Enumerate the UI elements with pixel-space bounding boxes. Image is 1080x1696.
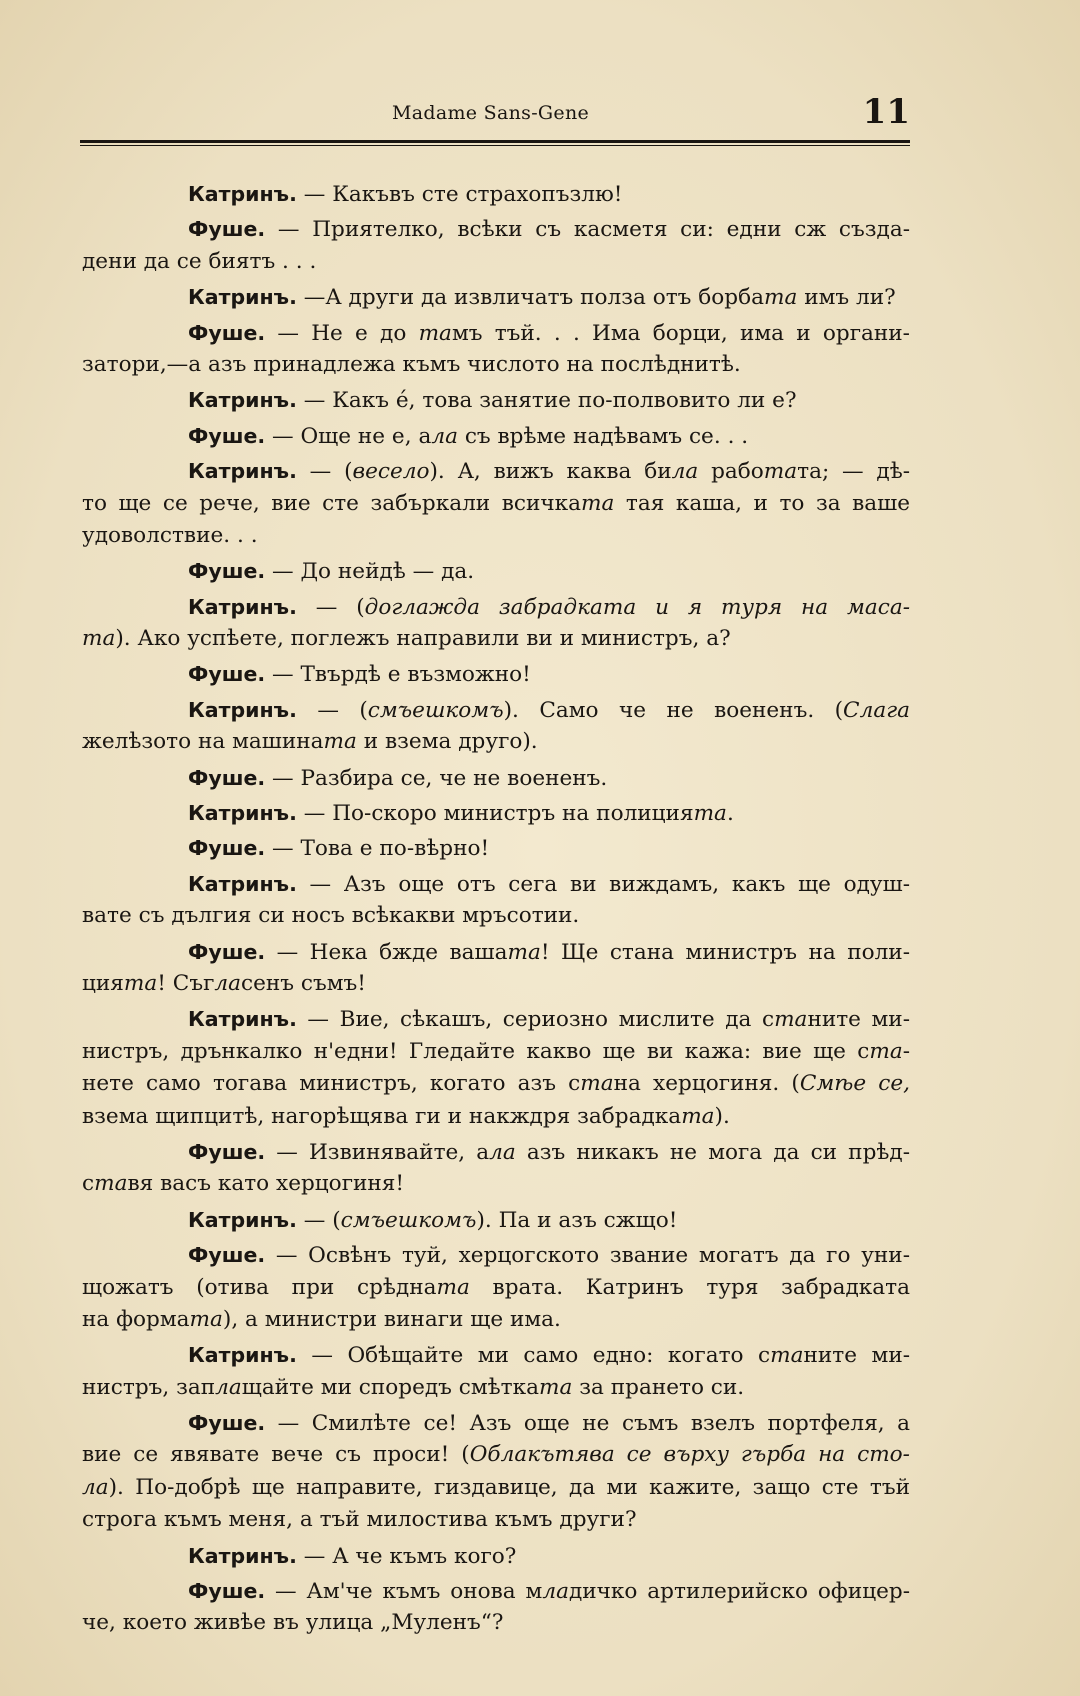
text-line (82, 1101, 910, 1133)
dialogue-text: нистръ, дрънкалко н'едни! Гледайте какво ще ви кажа: вие ще ста- (82, 1038, 910, 1064)
speaker-name: Катринъ. (188, 285, 297, 310)
dialogue-paragraph (82, 658, 910, 690)
speaker-name: Катринъ. (188, 801, 297, 826)
text-line (82, 868, 910, 900)
speaker-name: Катринъ. (188, 459, 297, 484)
text-line (82, 349, 910, 381)
text-line (82, 726, 910, 758)
speaker-name: Катринъ. (188, 1343, 297, 1368)
text-line (82, 455, 910, 487)
dialogue-text: — (доглажда забрадката и я туря на маса- (296, 594, 911, 620)
text-line (82, 1239, 910, 1271)
dialogue-text: — (смъешкомъ). Па и азъ сжщо! (296, 1207, 678, 1233)
dialogue-text: — А че къмъ кого? (296, 1543, 517, 1569)
dialogue-paragraph (82, 1339, 910, 1404)
dialogue-text: — Азъ още отъ сега ви виждамъ, какъ ще одуш- (296, 871, 910, 897)
dialogue-text: нистръ, заплащайте ми споредъ смѣтката за прането си. (82, 1374, 745, 1400)
text-line (82, 900, 910, 932)
text-line (82, 1575, 910, 1607)
text-line (82, 1472, 910, 1504)
dialogue-text: вате съ дългия си носъ всѣкакви мръсотии. (82, 903, 580, 929)
speaker-name: Фуше. (188, 1579, 266, 1604)
dialogue-paragraph (82, 420, 910, 452)
text-line (82, 1607, 910, 1639)
header-rule-thin (80, 145, 910, 146)
text-line (82, 384, 910, 416)
text-line (82, 1204, 910, 1236)
dialogue-text: вие се явявате вече съ проси! (Облакътява се върху гърба на сто- (82, 1442, 910, 1468)
speaker-name: Катринъ. (188, 182, 297, 206)
text-line (82, 1068, 910, 1100)
dialogue-text: ставя васъ като херцогиня! (82, 1171, 405, 1197)
speaker-name: Фуше. (188, 765, 266, 790)
running-title: Madame Sans-Gene (392, 102, 590, 124)
dialogue-text: нете само тогава министръ, когато азъ стана херцогиня. (Смѣе се, (82, 1071, 910, 1097)
dialogue-paragraph (82, 1575, 910, 1640)
dialogue-paragraph (82, 1204, 910, 1236)
dialogue-paragraph (82, 1003, 910, 1133)
dialogue-text: — Освѣнъ туй, херцогското звание могатъ да го уни- (265, 1243, 910, 1269)
text-line (82, 281, 910, 313)
text-line (82, 591, 910, 623)
dialogue-paragraph (82, 797, 910, 829)
speaker-name: Фуше. (188, 423, 266, 448)
dialogue-paragraph (82, 555, 910, 587)
dialogue-paragraph (82, 936, 910, 1001)
text-line (82, 1304, 910, 1336)
dialogue-text: — Приятелко, всѣки съ касметя си: едни сж създа- (265, 217, 910, 243)
text-line (82, 1407, 910, 1439)
dialogue-text: — Какъвъ сте страхопъзлю! (296, 182, 623, 207)
text-line (82, 213, 910, 245)
speaker-name: Фуше. (188, 1243, 266, 1268)
speaker-name: Катринъ. (188, 388, 297, 413)
dialogue-text: взема щипцитѣ, нагорѣщява ги и накждря забрадката). (82, 1103, 730, 1129)
speaker-name: Фуше. (188, 836, 266, 861)
speaker-name: Фуше. (188, 320, 266, 345)
dialogue-text: — По-скоро министръ на полицията. (296, 801, 734, 827)
text-line (82, 1168, 910, 1200)
speaker-name: Фуше. (188, 662, 266, 687)
text-line (82, 1136, 910, 1168)
dialogue-paragraph (82, 281, 910, 313)
dialogue-text: щожатъ (отива при срѣдната врата. Катринъ туря забрадката (82, 1274, 910, 1300)
speaker-name: Катринъ. (188, 1543, 297, 1568)
text-body (82, 178, 910, 1643)
dialogue-paragraph (82, 384, 910, 416)
page-header (80, 92, 910, 136)
text-line (82, 762, 910, 794)
dialogue-text: затори,—а азъ принадлежа къмъ числото на послѣднитѣ. (82, 351, 741, 377)
dialogue-text: — Ам'че къмъ онова младичко артилерийско офицер- (265, 1579, 911, 1605)
header-rule (80, 140, 910, 143)
text-line (82, 936, 910, 968)
dialogue-paragraph (82, 868, 910, 933)
dialogue-paragraph (82, 1136, 910, 1201)
text-line (82, 694, 910, 726)
text-line (82, 1540, 910, 1572)
dialogue-text: то ще се рече, вие сте забъркали всичката тая каша, и то за ваше (82, 490, 911, 516)
text-line (82, 832, 910, 864)
text-line (82, 488, 910, 520)
dialogue-paragraph (82, 762, 910, 794)
dialogue-text: — (смъешкомъ). Само че не воененъ. (Слага (296, 697, 910, 723)
text-line (82, 1339, 910, 1371)
dialogue-paragraph (82, 455, 910, 552)
speaker-name: Фуше. (188, 1411, 266, 1436)
text-line (82, 317, 910, 349)
page-number: 11 (862, 92, 910, 132)
text-line (82, 1272, 910, 1304)
dialogue-text: — Какъ е́, това занятие по-полвовито ли е? (296, 388, 797, 414)
dialogue-text: дени да се биятъ . . . (82, 248, 317, 274)
dialogue-text: — Още не е, ала съ врѣме надѣвамъ се. . . (265, 423, 749, 449)
dialogue-paragraph (82, 1407, 910, 1537)
speaker-name: Катринъ. (188, 594, 297, 619)
text-line (82, 1504, 910, 1536)
dialogue-text: цията! Съгласенъ съмъ! (82, 970, 366, 996)
speaker-name: Катринъ. (188, 1007, 297, 1032)
dialogue-paragraph (82, 1239, 910, 1336)
speaker-name: Фуше. (188, 217, 266, 242)
dialogue-text: — Обѣщайте ми само едно: когато станите ми- (296, 1343, 911, 1369)
text-line (82, 623, 910, 655)
dialogue-text: че, което живѣе въ улица „Муленъ“? (82, 1610, 504, 1636)
dialogue-text: — Вие, сѣкашъ, сериозно мислите да станите ми- (296, 1007, 910, 1033)
text-line (82, 555, 910, 587)
dialogue-paragraph (82, 213, 910, 278)
text-line (82, 420, 910, 452)
text-line (82, 797, 910, 829)
text-line (82, 178, 910, 210)
dialogue-paragraph (82, 1540, 910, 1572)
dialogue-text: — Това е по-вѣрно! (265, 836, 490, 862)
speaker-name: Катринъ. (188, 871, 297, 896)
dialogue-text: — До нейдѣ — да. (265, 559, 475, 585)
dialogue-text: — (весело). А, вижъ каква била работата; — дѣ- (296, 459, 911, 485)
dialogue-text: — Извинявайте, ала азъ никакъ не мога да си прѣд- (265, 1139, 910, 1165)
dialogue-text: — Смилѣте се! Азъ още не съмъ взелъ портфеля, а (265, 1411, 910, 1437)
speaker-name: Фуше. (188, 1139, 266, 1164)
speaker-name: Фуше. (188, 939, 266, 964)
dialogue-text: желѣзото на машината и взема друго). (82, 729, 538, 755)
text-line (82, 1372, 910, 1404)
dialogue-text: —А други да извличатъ полза отъ борбата имъ ли? (296, 285, 896, 311)
dialogue-text: на формата), а министри винаги ще има. (82, 1306, 561, 1332)
dialogue-text: — Разбира се, че не воененъ. (265, 765, 608, 791)
dialogue-text: ла). По-добрѣ ще направите, гиздавице, да ми кажите, защо сте тъй (82, 1474, 910, 1500)
text-line (82, 1003, 910, 1035)
speaker-name: Фуше. (188, 559, 266, 584)
dialogue-text: — Твърдѣ е възможно! (265, 662, 531, 688)
dialogue-paragraph (82, 317, 910, 382)
dialogue-text: — Нека бжде вашата! Ще стана министръ на поли- (265, 939, 911, 965)
speaker-name: Катринъ. (188, 1207, 297, 1232)
text-line (82, 1439, 910, 1471)
text-line (82, 658, 910, 690)
text-line (82, 968, 910, 1000)
dialogue-text: строга къмъ меня, а тъй милостива къмъ други? (82, 1507, 637, 1533)
dialogue-paragraph (82, 591, 910, 656)
dialogue-paragraph (82, 694, 910, 759)
text-line (82, 520, 910, 552)
dialogue-paragraph (82, 832, 910, 864)
text-line (82, 1036, 910, 1068)
dialogue-text: удоволствие. . . (82, 522, 258, 548)
speaker-name: Катринъ. (188, 697, 297, 722)
dialogue-text: та). Ако успѣете, поглежъ направили ви и министръ, а? (82, 626, 731, 652)
dialogue-text: — Не е до тамъ тъй. . . Има борци, има и органи- (265, 320, 910, 346)
text-line (82, 246, 910, 278)
dialogue-paragraph (82, 178, 910, 210)
